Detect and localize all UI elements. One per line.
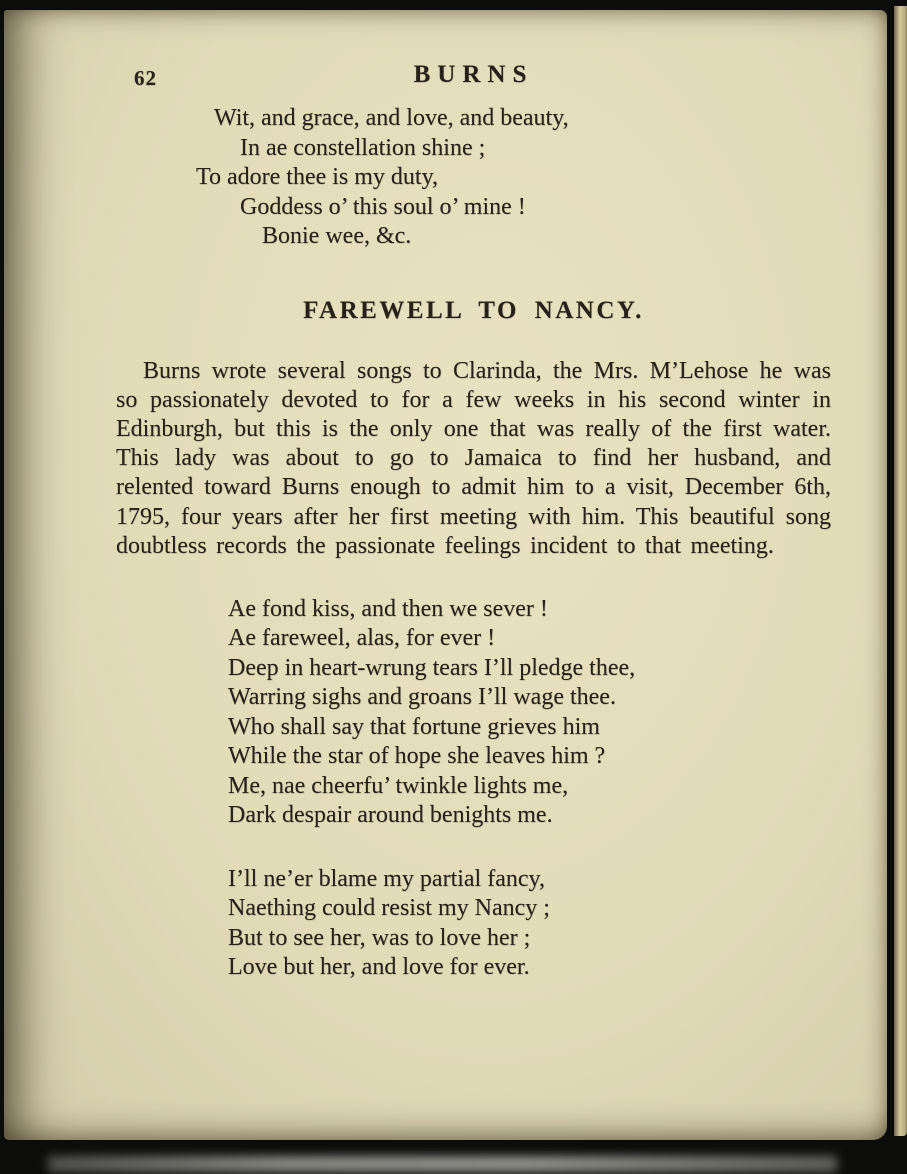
- introduction-paragraph: Burns wrote several songs to Clarinda, the Mrs. M’Lehose he was so passionately devoted to for a few weeks in his second winter in Edinburgh, but this is the only one that was really of the first water. This lady was about to go to Jamaica to find her husband, and relented toward Burns enough to admit him to a visit, December 6th, 1795, four years after her first meeting with him. This beautiful song doubtless records the passionate feelings incident to that meeting.: [116, 357, 831, 559]
- poem-line: But to see her, was to love her ;: [228, 924, 531, 951]
- adjacent-page-edge: [894, 6, 907, 1136]
- poem-line: Bonie wee, &c.: [262, 223, 412, 249]
- page-number: 62: [134, 66, 157, 90]
- page-header: [116, 60, 831, 96]
- poem-line: Goddess o’ this soul o’ mine !: [240, 193, 526, 220]
- page-content: [4, 10, 887, 1140]
- stanza-two: [228, 865, 831, 983]
- poem-line: I’ll ne’er blame my partial fancy,: [228, 865, 545, 892]
- poem-line: Ae fond kiss, and then we sever !: [228, 595, 548, 622]
- poem-line: Love but her, and love for ever.: [228, 954, 530, 981]
- stanza-one: [228, 595, 831, 831]
- scanner-bed-reflection: [48, 1156, 837, 1172]
- poem-line: Wit, and grace, and love, and beauty,: [214, 105, 569, 131]
- poem-line: Who shall say that fortune grieves him: [228, 713, 600, 740]
- poem-line: Dark despair around benights me.: [228, 802, 553, 829]
- poem-line: In ae constellation shine ;: [240, 134, 486, 161]
- poem-title: FAREWELL TO NANCY.: [303, 296, 644, 324]
- poem-line: Naething could resist my Nancy ;: [228, 895, 550, 922]
- opening-stanza: [196, 104, 831, 252]
- running-header: BURNS: [413, 61, 534, 88]
- poem-line: While the star of hope she leaves him ?: [228, 743, 606, 770]
- poem-line: To adore thee is my duty,: [196, 164, 439, 190]
- poem-line: Warring sighs and groans I’ll wage thee.: [228, 684, 616, 711]
- poem-line: Ae fareweel, alas, for ever !: [228, 625, 496, 652]
- book-page: [4, 10, 887, 1140]
- poem-line: Me, nae cheerfu’ twinkle lights me,: [228, 772, 569, 799]
- poem-line: Deep in heart-wrung tears I’ll pledge thee,: [228, 654, 636, 681]
